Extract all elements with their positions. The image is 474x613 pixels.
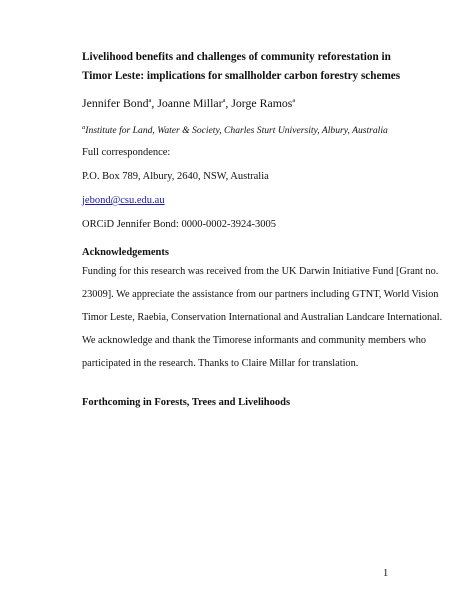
postal-address: P.O. Box 789, Albury, 2640, NSW, Australia [82,171,269,182]
author-name: Jennifer Bond [82,96,149,110]
email-link[interactable]: jebond@csu.edu.au [82,195,165,206]
paper-title-line-1: Livelihood benefits and challenges of community reforestation in [82,51,391,63]
affiliation-text: Institute for Land, Water & Society, Charles Sturt University, Albury, Australia [85,125,388,136]
correspondence-label: Full correspondence: [82,147,171,158]
affiliation [82,124,388,137]
acknowledgements-line: Timor Leste, Raebia, Conservation International and Australian Landcare International. [82,312,443,323]
acknowledgements-line: We acknowledge and thank the Timorese informants and community members who [82,335,427,346]
author-list [82,96,295,110]
author-affiliation-mark: a [222,97,226,105]
acknowledgements-line: Funding for this research was received from the UK Darwin Initiative Fund [Grant no. [82,266,439,277]
author-affiliation-mark: a [292,97,296,105]
page-number: 1 [383,568,389,579]
acknowledgements-heading: Acknowledgements [82,247,169,258]
acknowledgements-line: participated in the research. Thanks to Claire Millar for translation. [82,358,359,369]
acknowledgements-line: 23009]. We appreciate the assistance from our partners including GTNT, World Vision [82,289,439,300]
author-separator: , [225,96,232,110]
paper-title-line-2: Timor Leste: implications for smallholder carbon forestry schemes [82,70,401,82]
forthcoming-note: Forthcoming in Forests, Trees and Livelihoods [82,397,291,408]
author-affiliation-mark: a [148,97,152,105]
author-name: Joanne Millar [157,96,223,110]
author-name: Jorge Ramos [231,96,293,110]
affiliation-mark: a [82,123,86,131]
orcid-line: ORCiD Jennifer Bond: 0000-0002-3924-3005 [82,219,276,230]
author-separator: , [151,96,158,110]
